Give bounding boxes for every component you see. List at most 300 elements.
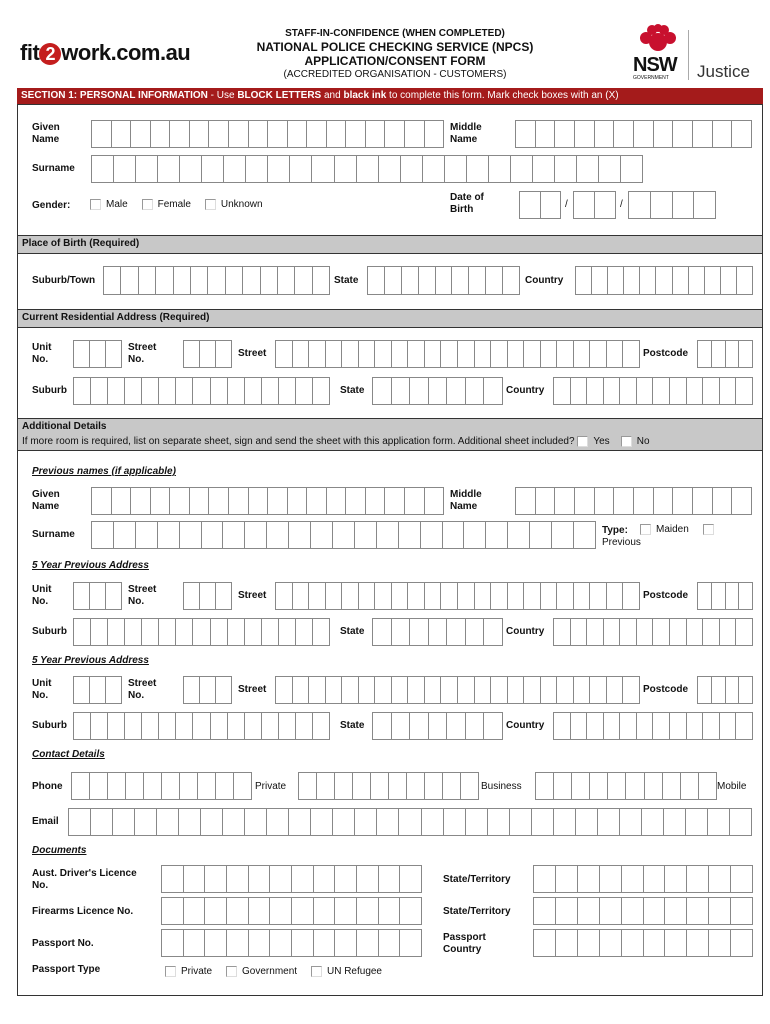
middle-name-boxes[interactable] (515, 120, 752, 148)
char-box[interactable] (621, 156, 642, 182)
char-box[interactable] (554, 619, 571, 645)
unknown-checkbox[interactable] (205, 199, 216, 210)
char-box[interactable] (595, 192, 615, 218)
char-box[interactable] (311, 809, 333, 835)
char-box[interactable] (307, 121, 327, 147)
char-box[interactable] (739, 583, 752, 609)
char-box[interactable] (681, 773, 699, 799)
char-box[interactable] (626, 773, 644, 799)
char-box[interactable] (184, 583, 200, 609)
char-box[interactable] (458, 583, 475, 609)
char-box[interactable] (623, 583, 639, 609)
char-box[interactable] (574, 192, 595, 218)
char-box[interactable] (592, 267, 608, 294)
char-box[interactable] (392, 378, 411, 404)
char-box[interactable] (162, 773, 180, 799)
char-box[interactable] (516, 121, 536, 147)
char-box[interactable] (108, 773, 126, 799)
char-box[interactable] (600, 930, 622, 956)
char-box[interactable] (335, 898, 357, 924)
char-box[interactable] (443, 773, 461, 799)
char-box[interactable] (359, 677, 376, 703)
char-box[interactable] (712, 583, 726, 609)
char-box[interactable] (703, 713, 720, 739)
char-box[interactable] (72, 773, 90, 799)
char-box[interactable] (530, 522, 552, 548)
char-box[interactable] (720, 619, 737, 645)
char-box[interactable] (524, 677, 541, 703)
char-box[interactable] (575, 488, 595, 514)
char-box[interactable] (571, 713, 588, 739)
email-boxes[interactable] (68, 808, 752, 836)
passport-boxes[interactable] (161, 929, 422, 957)
pa2-state-boxes[interactable] (372, 712, 503, 740)
char-box[interactable] (574, 583, 591, 609)
char-box[interactable] (104, 267, 121, 294)
char-box[interactable] (578, 898, 600, 924)
char-box[interactable] (375, 583, 392, 609)
char-box[interactable] (234, 773, 251, 799)
pa2-street-no-boxes[interactable] (183, 676, 232, 704)
char-box[interactable] (176, 619, 193, 645)
char-box[interactable] (142, 378, 159, 404)
char-box[interactable] (536, 773, 554, 799)
char-box[interactable] (637, 619, 654, 645)
char-box[interactable] (184, 930, 206, 956)
char-box[interactable] (713, 488, 733, 514)
char-box[interactable] (249, 866, 271, 892)
char-box[interactable] (516, 488, 536, 514)
char-box[interactable] (598, 809, 620, 835)
char-box[interactable] (400, 930, 421, 956)
char-box[interactable] (205, 930, 227, 956)
char-box[interactable] (534, 930, 556, 956)
char-box[interactable] (441, 677, 458, 703)
char-box[interactable] (190, 121, 210, 147)
char-box[interactable] (736, 378, 752, 404)
char-box[interactable] (131, 488, 151, 514)
char-box[interactable] (261, 267, 278, 294)
char-box[interactable] (436, 267, 453, 294)
char-box[interactable] (223, 522, 245, 548)
char-box[interactable] (410, 378, 429, 404)
char-box[interactable] (665, 930, 687, 956)
char-box[interactable] (190, 488, 210, 514)
char-box[interactable] (314, 866, 336, 892)
char-box[interactable] (693, 488, 713, 514)
char-box[interactable] (400, 898, 421, 924)
char-box[interactable] (484, 619, 502, 645)
char-box[interactable] (270, 930, 292, 956)
char-box[interactable] (313, 713, 329, 739)
char-box[interactable] (359, 341, 376, 367)
char-box[interactable] (554, 378, 571, 404)
char-box[interactable] (268, 156, 290, 182)
char-box[interactable] (425, 341, 442, 367)
char-box[interactable] (208, 267, 225, 294)
char-box[interactable] (193, 619, 210, 645)
char-box[interactable] (229, 488, 249, 514)
char-box[interactable] (452, 267, 469, 294)
char-box[interactable] (295, 267, 312, 294)
char-box[interactable] (644, 930, 666, 956)
char-box[interactable] (556, 866, 578, 892)
char-box[interactable] (371, 773, 389, 799)
char-box[interactable] (458, 341, 475, 367)
char-box[interactable] (392, 677, 409, 703)
char-box[interactable] (90, 341, 106, 367)
char-box[interactable] (246, 156, 268, 182)
char-box[interactable] (604, 378, 621, 404)
char-box[interactable] (389, 773, 407, 799)
char-box[interactable] (385, 488, 405, 514)
char-box[interactable] (554, 809, 576, 835)
pa1-street-no-boxes[interactable] (183, 582, 232, 610)
char-box[interactable] (292, 866, 314, 892)
char-box[interactable] (359, 583, 376, 609)
char-box[interactable] (443, 522, 465, 548)
char-box[interactable] (333, 809, 355, 835)
prev-middle-boxes[interactable] (515, 487, 752, 515)
char-box[interactable] (533, 156, 555, 182)
char-box[interactable] (355, 809, 377, 835)
char-box[interactable] (342, 677, 359, 703)
char-box[interactable] (709, 898, 731, 924)
char-box[interactable] (216, 341, 231, 367)
char-box[interactable] (201, 809, 223, 835)
char-box[interactable] (720, 378, 737, 404)
char-box[interactable] (656, 267, 672, 294)
char-box[interactable] (419, 267, 436, 294)
char-box[interactable] (139, 267, 156, 294)
char-box[interactable] (726, 677, 740, 703)
char-box[interactable] (278, 267, 295, 294)
char-box[interactable] (114, 522, 136, 548)
char-box[interactable] (555, 488, 575, 514)
char-box[interactable] (731, 930, 752, 956)
char-box[interactable] (466, 713, 485, 739)
char-box[interactable] (654, 121, 674, 147)
char-box[interactable] (731, 866, 752, 892)
char-box[interactable] (159, 378, 176, 404)
char-box[interactable] (245, 522, 267, 548)
char-box[interactable] (739, 677, 752, 703)
char-box[interactable] (357, 866, 379, 892)
char-box[interactable] (106, 677, 121, 703)
street-no-boxes[interactable] (183, 340, 232, 368)
birth-state-boxes[interactable] (367, 266, 520, 295)
char-box[interactable] (180, 522, 202, 548)
char-box[interactable] (125, 619, 142, 645)
char-box[interactable] (664, 809, 686, 835)
char-box[interactable] (703, 378, 720, 404)
char-box[interactable] (720, 713, 737, 739)
char-box[interactable] (357, 156, 379, 182)
char-box[interactable] (401, 156, 423, 182)
char-box[interactable] (622, 898, 644, 924)
char-box[interactable] (644, 866, 666, 892)
char-box[interactable] (590, 341, 607, 367)
char-box[interactable] (408, 341, 425, 367)
char-box[interactable] (314, 930, 336, 956)
char-box[interactable] (296, 619, 313, 645)
char-box[interactable] (227, 898, 249, 924)
char-box[interactable] (385, 121, 405, 147)
char-box[interactable] (423, 156, 445, 182)
char-box[interactable] (623, 677, 639, 703)
char-box[interactable] (555, 156, 577, 182)
surname-boxes[interactable] (91, 155, 643, 183)
char-box[interactable] (576, 267, 592, 294)
char-box[interactable] (467, 156, 489, 182)
char-box[interactable] (554, 713, 571, 739)
char-box[interactable] (307, 488, 327, 514)
char-box[interactable] (209, 488, 229, 514)
char-box[interactable] (373, 378, 392, 404)
char-box[interactable] (385, 267, 402, 294)
dob-year-boxes[interactable] (628, 191, 716, 219)
char-box[interactable] (377, 809, 399, 835)
char-box[interactable] (484, 378, 502, 404)
char-box[interactable] (665, 898, 687, 924)
char-box[interactable] (484, 713, 502, 739)
char-box[interactable] (327, 488, 347, 514)
char-box[interactable] (144, 773, 162, 799)
char-box[interactable] (209, 121, 229, 147)
passport-government-checkbox[interactable] (226, 966, 237, 977)
char-box[interactable] (466, 378, 485, 404)
char-box[interactable] (355, 522, 377, 548)
char-box[interactable] (309, 677, 326, 703)
phone-mobile-boxes[interactable] (535, 772, 717, 800)
char-box[interactable] (670, 619, 687, 645)
char-box[interactable] (441, 583, 458, 609)
char-box[interactable] (136, 522, 158, 548)
char-box[interactable] (293, 341, 310, 367)
firearms-state-boxes[interactable] (533, 897, 753, 925)
char-box[interactable] (159, 619, 176, 645)
char-box[interactable] (69, 809, 91, 835)
char-box[interactable] (405, 121, 425, 147)
char-box[interactable] (279, 713, 296, 739)
char-box[interactable] (541, 341, 558, 367)
char-box[interactable] (211, 619, 228, 645)
char-box[interactable] (595, 121, 615, 147)
char-box[interactable] (429, 378, 448, 404)
char-box[interactable] (689, 267, 705, 294)
char-box[interactable] (705, 267, 721, 294)
char-box[interactable] (663, 773, 681, 799)
char-box[interactable] (425, 488, 444, 514)
char-box[interactable] (268, 488, 288, 514)
char-box[interactable] (475, 677, 492, 703)
char-box[interactable] (114, 156, 136, 182)
char-box[interactable] (296, 378, 313, 404)
dob-month-boxes[interactable] (573, 191, 616, 219)
char-box[interactable] (491, 583, 508, 609)
char-box[interactable] (673, 192, 695, 218)
char-box[interactable] (353, 773, 371, 799)
char-box[interactable] (402, 267, 419, 294)
char-box[interactable] (491, 677, 508, 703)
char-box[interactable] (441, 341, 458, 367)
char-box[interactable] (634, 488, 654, 514)
char-box[interactable] (731, 898, 752, 924)
char-box[interactable] (600, 866, 622, 892)
char-box[interactable] (670, 713, 687, 739)
char-box[interactable] (534, 866, 556, 892)
char-box[interactable] (709, 866, 731, 892)
firearms-boxes[interactable] (161, 897, 422, 925)
char-box[interactable] (346, 488, 366, 514)
char-box[interactable] (125, 713, 142, 739)
char-box[interactable] (226, 267, 243, 294)
char-box[interactable] (698, 677, 712, 703)
char-box[interactable] (642, 809, 664, 835)
char-box[interactable] (698, 583, 712, 609)
char-box[interactable] (228, 378, 245, 404)
suburb-boxes[interactable] (73, 377, 330, 405)
char-box[interactable] (262, 713, 279, 739)
char-box[interactable] (267, 809, 289, 835)
pa1-state-boxes[interactable] (372, 618, 503, 646)
char-box[interactable] (276, 677, 293, 703)
char-box[interactable] (373, 713, 392, 739)
pa1-suburb-boxes[interactable] (73, 618, 330, 646)
char-box[interactable] (108, 378, 125, 404)
char-box[interactable] (576, 809, 598, 835)
char-box[interactable] (379, 866, 401, 892)
char-box[interactable] (574, 522, 595, 548)
char-box[interactable] (158, 156, 180, 182)
additional-no-checkbox[interactable] (621, 436, 632, 447)
char-box[interactable] (670, 378, 687, 404)
char-box[interactable] (112, 488, 132, 514)
char-box[interactable] (400, 866, 421, 892)
char-box[interactable] (736, 713, 752, 739)
char-box[interactable] (392, 713, 411, 739)
char-box[interactable] (156, 267, 173, 294)
char-box[interactable] (108, 619, 125, 645)
birth-suburb-boxes[interactable] (103, 266, 330, 295)
char-box[interactable] (620, 809, 642, 835)
char-box[interactable] (121, 267, 138, 294)
char-box[interactable] (425, 677, 442, 703)
char-box[interactable] (654, 488, 674, 514)
char-box[interactable] (429, 713, 448, 739)
char-box[interactable] (541, 583, 558, 609)
char-box[interactable] (151, 488, 171, 514)
char-box[interactable] (458, 677, 475, 703)
char-box[interactable] (333, 522, 355, 548)
char-box[interactable] (614, 488, 634, 514)
char-box[interactable] (556, 898, 578, 924)
pa2-unit-boxes[interactable] (73, 676, 122, 704)
char-box[interactable] (162, 930, 184, 956)
char-box[interactable] (524, 341, 541, 367)
char-box[interactable] (673, 488, 693, 514)
char-box[interactable] (373, 619, 392, 645)
char-box[interactable] (92, 522, 114, 548)
passport-refugee-checkbox[interactable] (311, 966, 322, 977)
char-box[interactable] (131, 121, 151, 147)
char-box[interactable] (216, 677, 231, 703)
dob-day-boxes[interactable] (519, 191, 561, 219)
char-box[interactable] (125, 378, 142, 404)
char-box[interactable] (184, 677, 200, 703)
given-name-boxes[interactable] (91, 120, 444, 148)
char-box[interactable] (557, 583, 574, 609)
char-box[interactable] (191, 267, 208, 294)
char-box[interactable] (694, 192, 715, 218)
char-box[interactable] (687, 713, 704, 739)
char-box[interactable] (574, 341, 591, 367)
char-box[interactable] (249, 898, 271, 924)
char-box[interactable] (699, 773, 716, 799)
char-box[interactable] (249, 488, 269, 514)
char-box[interactable] (74, 619, 91, 645)
char-box[interactable] (488, 809, 510, 835)
char-box[interactable] (346, 121, 366, 147)
char-box[interactable] (392, 619, 411, 645)
char-box[interactable] (466, 809, 488, 835)
char-box[interactable] (739, 341, 752, 367)
char-box[interactable] (587, 378, 604, 404)
char-box[interactable] (464, 522, 486, 548)
pa1-country-boxes[interactable] (553, 618, 753, 646)
char-box[interactable] (604, 619, 621, 645)
char-box[interactable] (245, 809, 267, 835)
char-box[interactable] (176, 378, 193, 404)
char-box[interactable] (270, 866, 292, 892)
pa1-street-boxes[interactable] (275, 582, 640, 610)
char-box[interactable] (541, 192, 561, 218)
char-box[interactable] (157, 809, 179, 835)
licence-boxes[interactable] (161, 865, 422, 893)
char-box[interactable] (508, 583, 525, 609)
char-box[interactable] (227, 866, 249, 892)
char-box[interactable] (106, 341, 121, 367)
char-box[interactable] (421, 522, 443, 548)
char-box[interactable] (74, 583, 90, 609)
birth-country-boxes[interactable] (575, 266, 753, 295)
pa2-street-boxes[interactable] (275, 676, 640, 704)
char-box[interactable] (687, 898, 709, 924)
char-box[interactable] (142, 713, 159, 739)
char-box[interactable] (578, 930, 600, 956)
char-box[interactable] (511, 156, 533, 182)
char-box[interactable] (296, 713, 313, 739)
char-box[interactable] (624, 267, 640, 294)
char-box[interactable] (162, 898, 184, 924)
char-box[interactable] (687, 866, 709, 892)
char-box[interactable] (202, 522, 224, 548)
char-box[interactable] (342, 583, 359, 609)
char-box[interactable] (267, 522, 289, 548)
char-box[interactable] (447, 378, 466, 404)
char-box[interactable] (249, 121, 269, 147)
char-box[interactable] (600, 898, 622, 924)
char-box[interactable] (357, 930, 379, 956)
char-box[interactable] (335, 773, 353, 799)
char-box[interactable] (410, 713, 429, 739)
char-box[interactable] (289, 809, 311, 835)
char-box[interactable] (91, 809, 113, 835)
char-box[interactable] (91, 713, 108, 739)
char-box[interactable] (311, 522, 333, 548)
phone-private-boxes[interactable] (71, 772, 252, 800)
char-box[interactable] (607, 341, 624, 367)
